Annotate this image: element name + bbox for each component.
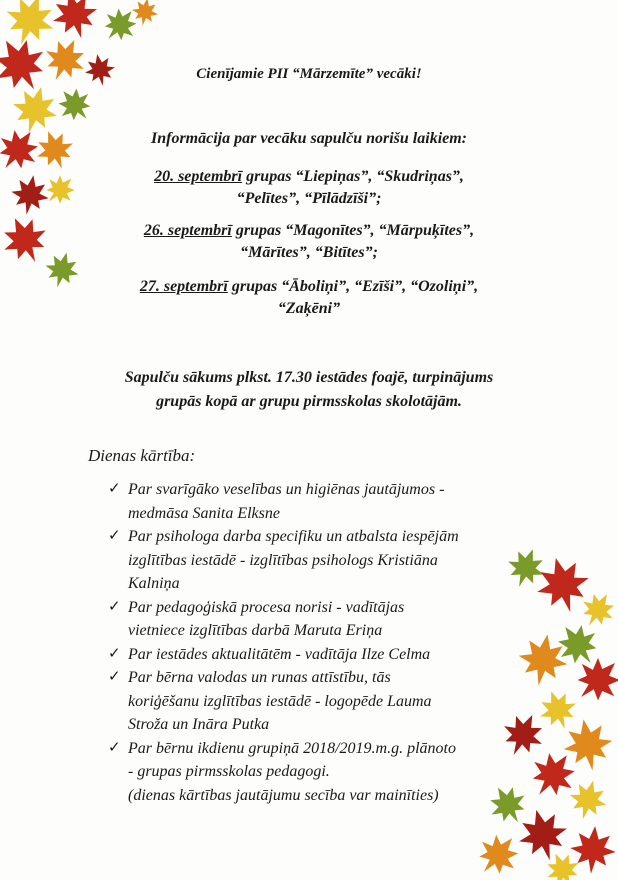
schedule-date: 26. septembrī xyxy=(143,222,232,239)
info-title: Informācija par vecāku sapulču norišu laikiem: xyxy=(150,130,468,147)
agenda-item-line: koriģēšanu izglītības iestādē - logopēde Lauma xyxy=(128,692,432,710)
agenda-title: Dienas kārtība: xyxy=(88,446,196,465)
schedule-groups-cont: “Pelītes”, “Pīlādzīši”; xyxy=(236,190,382,207)
checkmark-icon: ✓ xyxy=(108,669,121,685)
agenda-note: (dienas kārtības jautājumu secība var mainīties) xyxy=(128,786,439,804)
greeting-heading: Cienījamie PII “Mārzemīte” vecāki! xyxy=(196,66,422,82)
schedule-line xyxy=(0,220,618,242)
meeting-start-line: grupās kopā ar grupu pirmsskolas skolotājām. xyxy=(156,393,462,410)
meeting-start-info xyxy=(0,366,618,414)
agenda-item xyxy=(104,525,544,596)
meeting-start-line: Sapulču sākums plkst. 17.30 iestādes foajē, turpinājums xyxy=(124,369,494,386)
checkmark-icon: ✓ xyxy=(108,528,121,544)
schedule-item xyxy=(0,166,618,210)
checkmark-icon: ✓ xyxy=(108,598,121,615)
agenda-item-line: Par pedagoģiskā procesa norisi - vadītājas xyxy=(128,598,405,616)
agenda-item-line: Par psihologa darba specifiku un atbalsta iespējām xyxy=(128,528,459,545)
schedule-item xyxy=(0,220,618,264)
agenda-item-line: Par svarīgāko veselības un higiēnas jautājumos - xyxy=(128,481,445,498)
schedule-groups-cont: “Zaķēni” xyxy=(277,300,341,317)
agenda-item xyxy=(104,596,544,643)
agenda-item-line: - grupas pirmsskolas pedagogi. xyxy=(128,763,330,780)
agenda-item-line: medmāsa Sanita Elksne xyxy=(128,504,280,522)
schedule-line xyxy=(0,276,618,298)
agenda-item-line: Par bērna valodas un runas attīstību, tās xyxy=(128,669,391,686)
agenda-item-line: Kalniņa xyxy=(128,575,180,592)
agenda-item-line: Par bērnu ikdienu grupiņā 2018/2019.m.g. plānoto xyxy=(128,739,456,757)
agenda-item-line: Par iestādes aktualitātēm - vadītāja Ilze Celma xyxy=(128,645,431,663)
agenda-item xyxy=(104,666,544,737)
schedule-groups: grupas “Liepiņas”, “Skudriņas”, xyxy=(242,168,464,185)
agenda-list xyxy=(104,478,544,807)
schedule-groups: grupas “Magonītes”, “Mārpuķītes”, xyxy=(231,222,475,239)
schedule-item xyxy=(0,276,618,320)
schedule-date: 20. septembrī xyxy=(154,168,243,185)
schedule-groups-cont: “Mārītes”, “Bitītes”; xyxy=(240,244,378,261)
checkmark-icon: ✓ xyxy=(108,481,121,497)
schedule-line xyxy=(0,166,618,188)
agenda-item-line: izglītības iestādē - izglītības psihologs Kristiāna xyxy=(128,551,438,569)
agenda-item xyxy=(104,478,544,525)
schedule-groups: grupas “Āboliņi”, “Ezīši”, “Ozoliņi”, xyxy=(227,278,479,295)
checkmark-icon: ✓ xyxy=(108,739,121,756)
agenda-item xyxy=(104,643,544,667)
agenda-item-line: Stroža un Ināra Putka xyxy=(128,716,270,733)
agenda-item xyxy=(104,737,544,808)
checkmark-icon: ✓ xyxy=(108,645,121,662)
schedule-date: 27. septembrī xyxy=(139,278,228,295)
agenda-item-line: vietniece izglītības darbā Maruta Eriņa xyxy=(128,622,383,639)
